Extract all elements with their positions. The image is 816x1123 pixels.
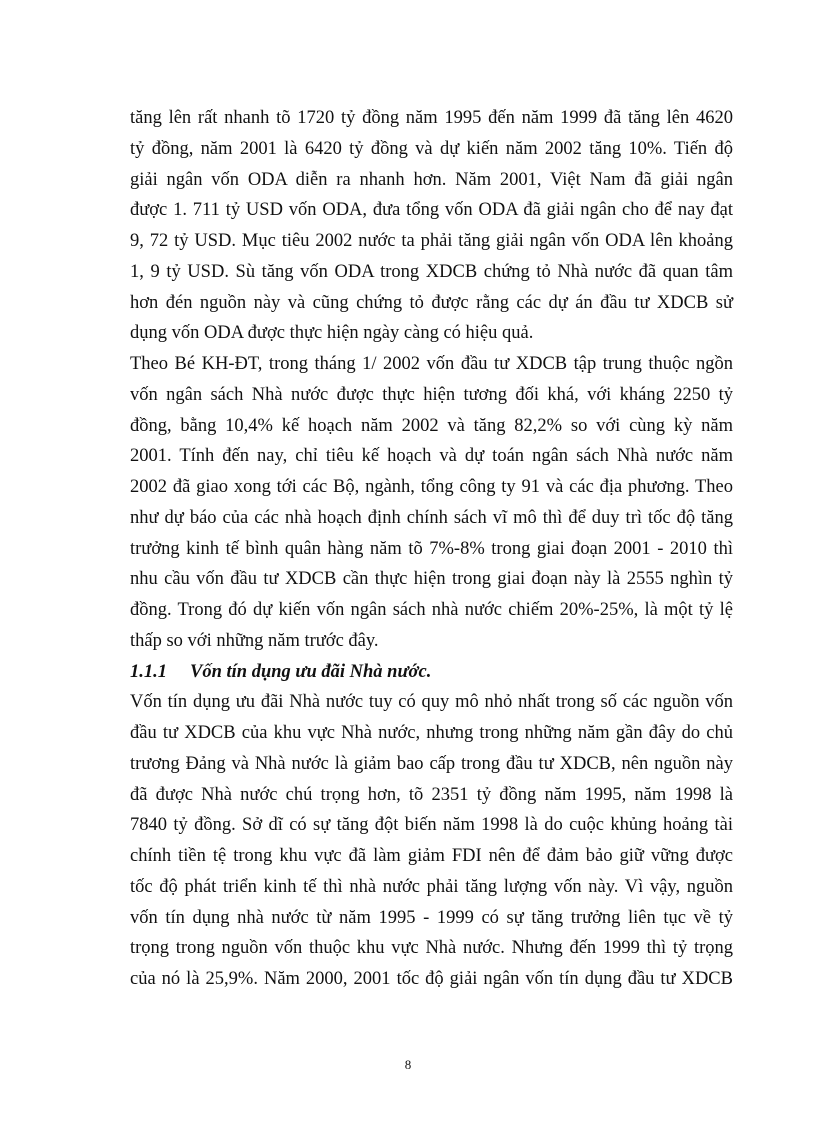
paragraph-line: như dự báo của các nhà hoạch định chính sách vĩ mô thì để duy trì tốc độ tăng <box>130 507 733 528</box>
paragraph-line: giải ngân vốn ODA diễn ra nhanh hơn. Năm 2001, Việt Nam đã giải ngân <box>130 169 733 190</box>
paragraph-line: 9, 72 tỷ USD. Mục tiêu 2002 nước ta phải tăng giải ngân vốn ODA lên khoảng <box>130 231 733 251</box>
paragraph-line: 7840 tỷ đồng. Sở dĩ có sự tăng đột biến năm 1998 là do cuộc khủng hoảng tài <box>130 815 733 836</box>
paragraph-line: trọng trong nguồn vốn thuộc khu vực Nhà nước. Nhưng đến 1999 thì tỷ trọng <box>130 938 733 959</box>
paragraph-line: tăng lên rất nhanh tõ 1720 tỷ đồng năm 1995 đến năm 1999 đã tăng lên 4620 <box>130 108 733 128</box>
paragraph-line: đã được Nhà nước chú trọng hơn, tõ 2351 tỷ đồng năm 1995, năm 1998 là <box>130 784 733 805</box>
section-number: 1.1.1 <box>130 661 167 682</box>
paragraph-line-last: dụng vốn ODA được thực hiện ngày càng có hiệu quả. <box>130 323 534 344</box>
paragraph-line: 1, 9 tỷ USD. Sù tăng vốn ODA trong XDCB chứng tỏ Nhà nước đã quan tâm <box>130 261 733 282</box>
paragraph-line-last: thấp so với những năm trước đây. <box>130 630 379 651</box>
paragraph-line: tỷ đồng, năm 2001 là 6420 tỷ đồng và dự kiến năm 2002 tăng 10%. Tiến độ <box>130 138 733 159</box>
paragraph-line: 2002 đã giao xong tới các Bộ, ngành, tổng công ty 91 và các địa phương. Theo <box>130 477 733 497</box>
paragraph-line: đầu tư XDCB của khu vực Nhà nước, nhưng trong những năm gần đây do chủ <box>130 723 733 743</box>
paragraph-line: vốn ngân sách Nhà nước được thực hiện tương đối khá, với kháng 2250 tỷ <box>130 384 733 405</box>
paragraph-line: đồng, bằng 10,4% kế hoạch năm 2002 và tăng 82,2% so với cùng kỳ năm <box>130 415 733 436</box>
paragraph-line: tốc độ phát triển kinh tế thì nhà nước phải tăng lượng vốn này. Vì vậy, nguồn <box>130 876 733 897</box>
paragraph-line: của nó là 25,9%. Năm 2000, 2001 tốc độ giải ngân vốn tín dụng đầu tư XDCB <box>130 969 733 989</box>
paragraph-line: nhu cầu vốn đầu tư XDCB cần thực hiện trong giai đoạn này là 2555 nghìn tỷ <box>130 569 733 590</box>
paragraph-line: hơn đén nguồn này và cũng chứng tỏ được rằng các dự án đầu tư XDCB sử <box>130 292 733 313</box>
page-number: 8 <box>404 1057 412 1072</box>
paragraph-line: trưởng kinh tế bình quân hàng năm tõ 7%-8% trong giai đoạn 2001 - 2010 thì <box>130 538 733 559</box>
paragraph-line: Theo Bé KH-ĐT, trong tháng 1/ 2002 vốn đầu tư XDCB tập trung thuộc ngồn <box>130 354 733 374</box>
paragraph-line: đồng. Trong đó dự kiến vốn ngân sách nhà nước chiếm 20%-25%, là một tỷ lệ <box>130 600 733 620</box>
paragraph-line: Vốn tín dụng ưu đãi Nhà nước tuy có quy mô nhỏ nhất trong số các nguồn vốn <box>130 692 733 713</box>
paragraph-line: 2001. Tính đến nay, chỉ tiêu kế hoạch và dự toán ngân sách Nhà nước năm <box>130 446 733 467</box>
paragraph-line: vốn tín dụng nhà nước từ năm 1995 - 1999 có sự tăng trưởng liên tục về tỷ <box>130 907 733 928</box>
section-title: Vốn tín dụng ưu đãi Nhà nước. <box>190 661 432 682</box>
paragraph-line: chính tiền tệ trong khu vực đã làm giảm FDI nên để đảm bảo giữ vững được <box>130 846 733 866</box>
paragraph-line: trương Đảng và Nhà nước là giảm bao cấp trong đầu tư XDCB, nên nguồn này <box>130 753 733 774</box>
paragraph-line: được 1. 711 tỷ USD vốn ODA, đưa tổng vốn ODA đã giải ngân cho để nay đạt <box>130 200 733 221</box>
